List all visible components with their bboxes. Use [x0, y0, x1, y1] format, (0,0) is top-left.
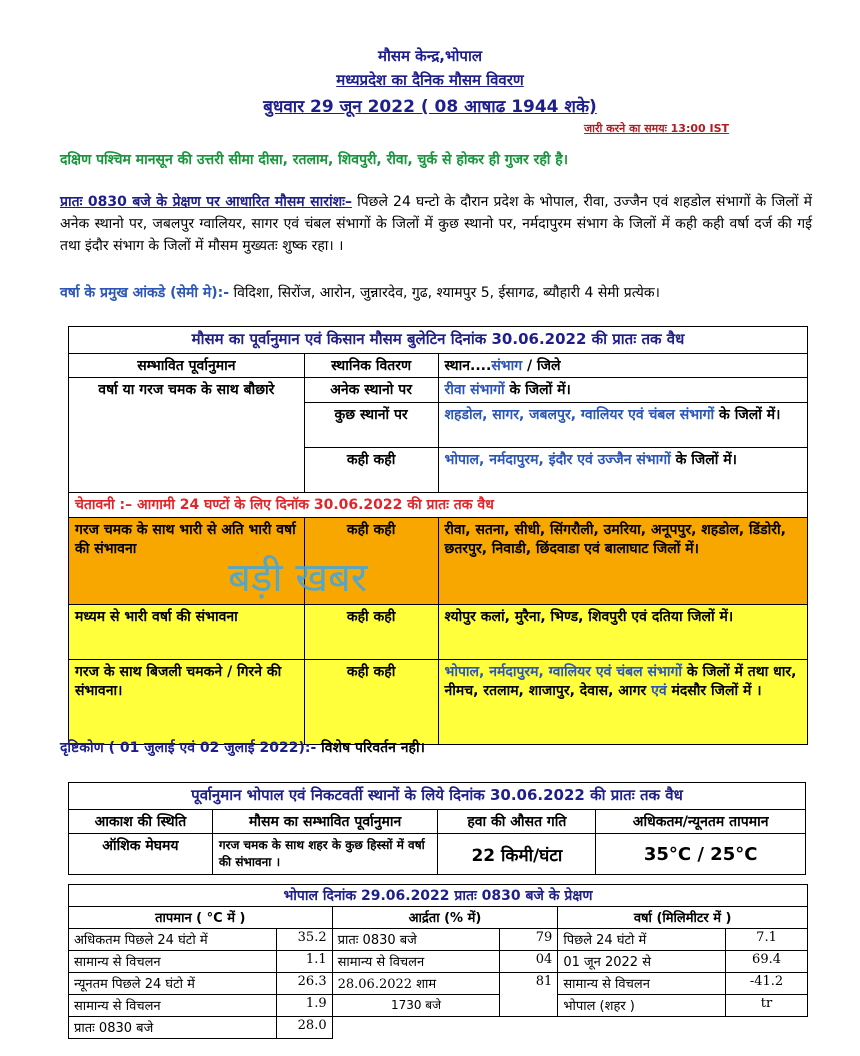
outlook [60, 738, 425, 757]
temp-label: न्यूनतम पिछले 24 घंटो में [69, 973, 277, 995]
temp-label: अधिकतम पिछले 24 घंटो में [69, 929, 277, 951]
distribution-cell: कुछ स्थानों पर [304, 403, 438, 448]
temp-value: 1.9 [276, 995, 332, 1017]
humidity-group-header: आर्द्रता (% में) [332, 907, 558, 929]
place-cell: भोपाल, नर्मदापुरम, इंदौर एवं उज्जैन संभागों के जिलों में। [438, 448, 807, 493]
weather-summary [60, 191, 812, 257]
distribution-cell: अनेक स्थानो पर [304, 378, 438, 403]
report-title: मध्यप्रदेश का दैनिक मौसम विवरण [336, 71, 524, 89]
temp-label: सामान्य से विचलन [69, 951, 277, 973]
temperature-group-header: तापमान ( °C में ) [69, 907, 333, 929]
rainfall-group-header: वर्षा (मिलिमीटर में ) [558, 907, 808, 929]
humidity-label: सामान्य से विचलन [332, 951, 500, 973]
bhopal-forecast-title: पूर्वानुमान भोपाल एवं निकटवर्ती स्थानों के लिये दिनांक 30.06.2022 की प्रातः तक वैध [69, 783, 806, 810]
summary-text: पिछले 24 घन्टो के दौरान प्रदेश के भोपाल, रीवा, उज्जैन एवं शहडोल संभागों के जिलों में अनेक स्थानो पर, जबलपुर ग्वालियर, सागर एवं चंबल संभागों के जिलों में कुछ स्थानो पर, नर्मदापुरम संभाग के जिलों में कही कही वर्षा दर्ज की गई तथा इंदौर संभाग के जिलों में मौसम मुख्यतः शुष्क रहा। । [60, 194, 813, 254]
rain-value: -41.2 [726, 973, 808, 995]
warning-title: चेतावनी :– आगामी 24 घण्टों के लिए दिनॉक 30.06.2022 की प्रातः तक वैध [69, 493, 808, 518]
table-row [69, 973, 808, 995]
temp-label: सामान्य से विचलन [69, 995, 277, 1017]
humidity-label: 28.06.2022 शाम [332, 973, 500, 995]
watermark-text: बड़ी खबर [228, 555, 368, 601]
forecast-header: मौसम का सम्भावित पूर्वानुमान [212, 810, 438, 834]
wind-header: हवा की औसत गति [438, 810, 596, 834]
place-cell: रीवा संभागों के जिलों में। [438, 378, 807, 403]
warning-places: श्योपुर कलां, मुरैना, भिण्ड, शिवपुरी एवं दतिया जिलों में। [438, 605, 807, 660]
rain-label: सामान्य से विचलन [558, 973, 726, 995]
humidity-value: 81 [500, 973, 558, 1017]
col-forecast-header: सम्भावित पूर्वानुमान [69, 354, 305, 378]
table-row [69, 929, 808, 951]
table-row [69, 1017, 808, 1039]
place-cell: शहडोल, सागर, जबलपुर, ग्वालियर एवं चंबल संभागों के जिलों में। [438, 403, 807, 448]
col-distribution-header: स्थानिक वितरण [304, 354, 438, 378]
rain-label: भोपाल (शहर ) [558, 995, 726, 1017]
forecast-text: वर्षा या गरज चमक के साथ बौछारे [69, 378, 305, 493]
rainfall-text: विदिशा, सिरोंज, आरोन, जुन्नारदेव, गुढ, श्यामपुर 5, ईसागढ, ब्यौहारी 4 सेमी प्रत्येक। [233, 285, 660, 301]
temperature-value: 35°C / 25°C [596, 834, 806, 875]
temp-value: 28.0 [276, 1017, 332, 1039]
rainfall-figures [60, 282, 812, 304]
rain-label: 01 जून 2022 से [558, 951, 726, 973]
summary-label: प्रातः 0830 बजे के प्रेक्षण पर आधारित मौसम सारांशः– [60, 194, 352, 210]
observations-table [68, 884, 808, 1039]
warning-distribution: कही कही [304, 605, 438, 660]
warning-type: मध्यम से भारी वर्षा की संभावना [69, 605, 305, 660]
report-date: बुधवार 29 जून 2022 ( 08 आषाढ 1944 शके) [263, 97, 597, 117]
distribution-cell: कही कही [304, 448, 438, 493]
rain-value: 69.4 [726, 951, 808, 973]
warning-distribution: कही कही [304, 660, 438, 745]
monsoon-line: दक्षिण पश्चिम मानसून की उत्तरी सीमा दीसा, रतलाम, शिवपुरी, रीवा, चुर्क से होकर ही गुजर रही है। [60, 152, 569, 168]
warning-type: गरज चमक के साथ भारी से अति भारी वर्षा की संभावना [69, 518, 305, 605]
issue-time: जारी करने का समयः 13:00 IST [584, 122, 730, 135]
sky-value: ऑशिक मेघमय [69, 834, 213, 875]
outlook-label: दृष्टिकोण ( 01 जुलाई एवं 02 जुलाई 2022):- [60, 740, 317, 756]
temp-value: 26.3 [276, 973, 332, 995]
temperature-header: अधिकतम/न्यूनतम तापमान [596, 810, 806, 834]
table-row [69, 951, 808, 973]
col-place-header: स्थान....संभाग / जिले [438, 354, 807, 378]
forecast-value: गरज चमक के साथ शहर के कुछ हिस्सों में वर्षा की संभावना । [212, 834, 438, 875]
observations-title: भोपाल दिनांक 29.06.2022 प्रातः 0830 बजे के प्रेक्षण [69, 885, 808, 907]
table-row [69, 995, 808, 1017]
humidity-value: 79 [500, 929, 558, 951]
forecast-table [68, 326, 808, 745]
rainfall-label: वर्षा के प्रमुख आंकडे (सेमी मे):- [60, 285, 230, 301]
warning-distribution: कही कही [304, 518, 438, 605]
forecast-table-title: मौसम का पूर्वानुमान एवं किसान मौसम बुलेटिन दिनांक 30.06.2022 की प्रातः तक वैध [69, 327, 808, 354]
bhopal-forecast-table [68, 782, 806, 875]
outlook-text: विशेष परिवर्तन नही। [321, 740, 425, 756]
warning-type: गरज के साथ बिजली चमकने / गिरने की संभावना। [69, 660, 305, 745]
warning-places: रीवा, सतना, सीधी, सिंगरौली, उमरिया, अनूपपुर, शहडोल, डिंडोरी, छतरपुर, निवाडी, छिंदवाडा एवं बालाघाट जिलों में। [438, 518, 807, 605]
temp-value: 35.2 [276, 929, 332, 951]
rain-value: tr [726, 995, 808, 1017]
humidity-label: प्रातः 0830 बजे [332, 929, 500, 951]
temp-value: 1.1 [276, 951, 332, 973]
sky-header: आकाश की स्थिति [69, 810, 213, 834]
wind-value: 22 किमी/घंटा [438, 834, 596, 875]
humidity-value: 04 [500, 951, 558, 973]
rain-label: पिछले 24 घंटो में [558, 929, 726, 951]
warning-places: भोपाल, नर्मदापुरम, ग्वालियर एवं चंबल संभागों के जिलों में तथा धार, नीमच, रतलाम, शाजापुर, देवास, आगर एवं मंदसौर जिलों में । [438, 660, 807, 745]
rain-value: 7.1 [726, 929, 808, 951]
office-title: मौसम केन्द्र,भोपाल [377, 47, 482, 65]
temp-label: प्रातः 0830 बजे [69, 1017, 277, 1039]
humidity-label: 1730 बजे [332, 995, 500, 1017]
